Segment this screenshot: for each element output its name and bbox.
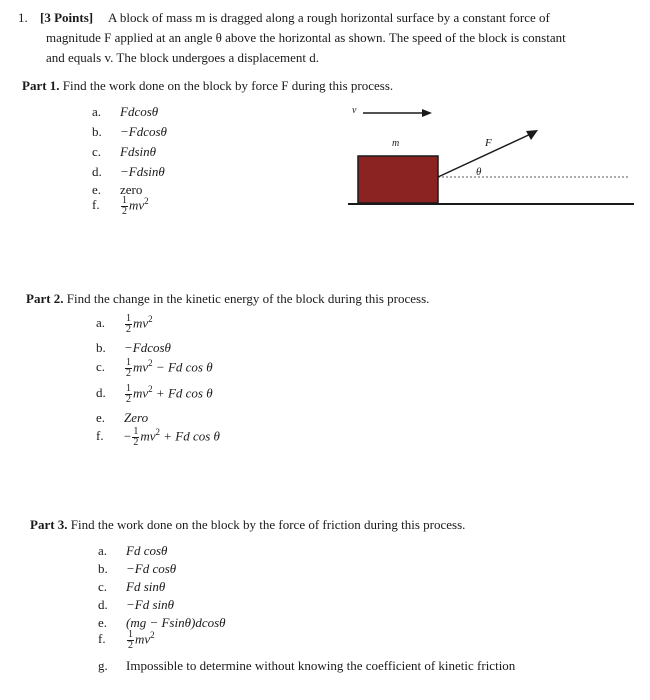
option-letter: d. bbox=[98, 597, 108, 612]
option-letter: c. bbox=[98, 579, 108, 594]
part1-option-d[interactable] bbox=[92, 164, 165, 180]
option-letter: b. bbox=[96, 340, 106, 355]
option-text: −Fdcosθ bbox=[124, 340, 171, 355]
part1-heading bbox=[22, 78, 393, 94]
part3-option-c[interactable] bbox=[98, 579, 165, 595]
part3-option-e[interactable] bbox=[98, 615, 226, 631]
question-line-1: A block of mass m is dragged along a rough horizontal surface by a constant force of bbox=[108, 10, 550, 25]
part1-option-b[interactable] bbox=[92, 124, 167, 140]
option-text: −Fd sinθ bbox=[126, 597, 175, 612]
option-text: Fdcosθ bbox=[120, 104, 159, 119]
option-letter: a. bbox=[92, 104, 102, 119]
option-letter: g. bbox=[98, 658, 108, 673]
part3-option-a[interactable] bbox=[98, 543, 167, 559]
option-text: mv bbox=[129, 197, 145, 213]
part3-prompt: Find the work done on the block by the force of friction during this process. bbox=[70, 517, 466, 532]
fraction: $\frac{1}{2}$ bbox=[128, 629, 133, 651]
option-letter: c. bbox=[96, 359, 106, 375]
part2-option-a[interactable]: a. $\frac{1}{2}$ $mv^2$ bbox=[96, 313, 153, 335]
option-letter: e. bbox=[98, 615, 108, 630]
option-text: −Fdcosθ bbox=[120, 124, 167, 139]
fraction: $\frac{1}{2}$ bbox=[133, 426, 139, 448]
option-letter: f. bbox=[92, 197, 100, 213]
option-text: (mg − Fsinθ)dcosθ bbox=[126, 615, 226, 630]
part2-option-d[interactable]: d. $\frac{1}{2}$ $mv^2 + Fd$ cos θ bbox=[96, 383, 213, 405]
part2-heading bbox=[26, 291, 429, 307]
option-letter: c. bbox=[92, 144, 102, 159]
force-label: F bbox=[485, 137, 492, 149]
option-text: −Fd cosθ bbox=[126, 561, 177, 576]
option-letter: f. bbox=[98, 631, 106, 647]
part2-prompt: Find the change in the kinetic energy of the block during this process. bbox=[66, 291, 430, 306]
part2-option-b[interactable] bbox=[96, 340, 171, 356]
part1-option-c[interactable] bbox=[92, 144, 156, 160]
physics-diagram bbox=[340, 100, 640, 215]
fraction: $\frac{1}{2}$ bbox=[126, 383, 131, 405]
part1-option-a[interactable] bbox=[92, 104, 158, 120]
angle-label: θ bbox=[476, 166, 482, 178]
option-letter: b. bbox=[98, 561, 108, 576]
option-text: mv bbox=[133, 385, 149, 401]
part3-heading bbox=[30, 517, 465, 533]
part1-option-f[interactable]: f. $\frac{1}{2}$ $mv^2$ bbox=[92, 195, 149, 217]
part3-option-f[interactable]: f. $\frac{1}{2}$ $mv^2$ bbox=[98, 629, 155, 651]
question-line-2: magnitude F applied at an angle θ above the horizontal as shown. The speed of the block is constant bbox=[46, 30, 566, 45]
option-letter: a. bbox=[98, 543, 108, 558]
mass-label: m bbox=[392, 138, 400, 149]
part2-option-e[interactable] bbox=[96, 410, 148, 426]
fraction: $\frac{1}{2}$ bbox=[126, 313, 131, 335]
fraction: $\frac{1}{2}$ bbox=[122, 195, 127, 217]
part2-option-c[interactable]: c. $\frac{1}{2}$ $mv^2 - Fd$ cos θ bbox=[96, 357, 213, 379]
block bbox=[358, 156, 438, 203]
option-text: −Fdsinθ bbox=[120, 164, 165, 179]
part3-label: Part 3. bbox=[30, 517, 68, 532]
option-letter: d. bbox=[92, 164, 102, 179]
option-text: zero bbox=[120, 182, 143, 197]
option-text: Fd sinθ bbox=[126, 579, 166, 594]
question-line-3: and equals v. The block undergoes a displacement d. bbox=[46, 50, 320, 65]
part3-option-b[interactable] bbox=[98, 561, 176, 577]
option-letter: a. bbox=[96, 315, 106, 331]
question-points: [3 Points] bbox=[40, 10, 94, 25]
option-text: Fdsinθ bbox=[120, 144, 156, 159]
part1-label: Part 1. bbox=[22, 78, 60, 93]
option-text: Impossible to determine without knowing the coefficient of kinetic friction bbox=[126, 658, 516, 673]
option-text: Fd cosθ bbox=[126, 543, 168, 558]
part2-label: Part 2. bbox=[26, 291, 64, 306]
option-text: mv bbox=[133, 315, 149, 331]
option-text: mv bbox=[135, 631, 151, 647]
option-letter: b. bbox=[92, 124, 102, 139]
velocity-arrowhead-icon bbox=[422, 109, 432, 117]
part1-prompt: Find the work done on the block by force F during this process. bbox=[62, 78, 394, 93]
velocity-label: v bbox=[352, 105, 357, 116]
question-number: 1. bbox=[18, 10, 28, 25]
option-text: mv bbox=[140, 428, 156, 444]
part2-option-f[interactable]: f. − $\frac{1}{2}$ $mv^2 + Fd$ cos θ bbox=[96, 426, 220, 448]
option-letter: e. bbox=[92, 182, 102, 197]
option-letter: f. bbox=[96, 428, 104, 444]
part3-option-d[interactable] bbox=[98, 597, 174, 613]
part3-option-g[interactable] bbox=[98, 658, 515, 674]
option-text: mv bbox=[133, 359, 149, 375]
option-letter: e. bbox=[96, 410, 106, 425]
option-letter: d. bbox=[96, 385, 106, 401]
fraction: $\frac{1}{2}$ bbox=[126, 357, 131, 379]
option-text: Zero bbox=[124, 410, 149, 425]
